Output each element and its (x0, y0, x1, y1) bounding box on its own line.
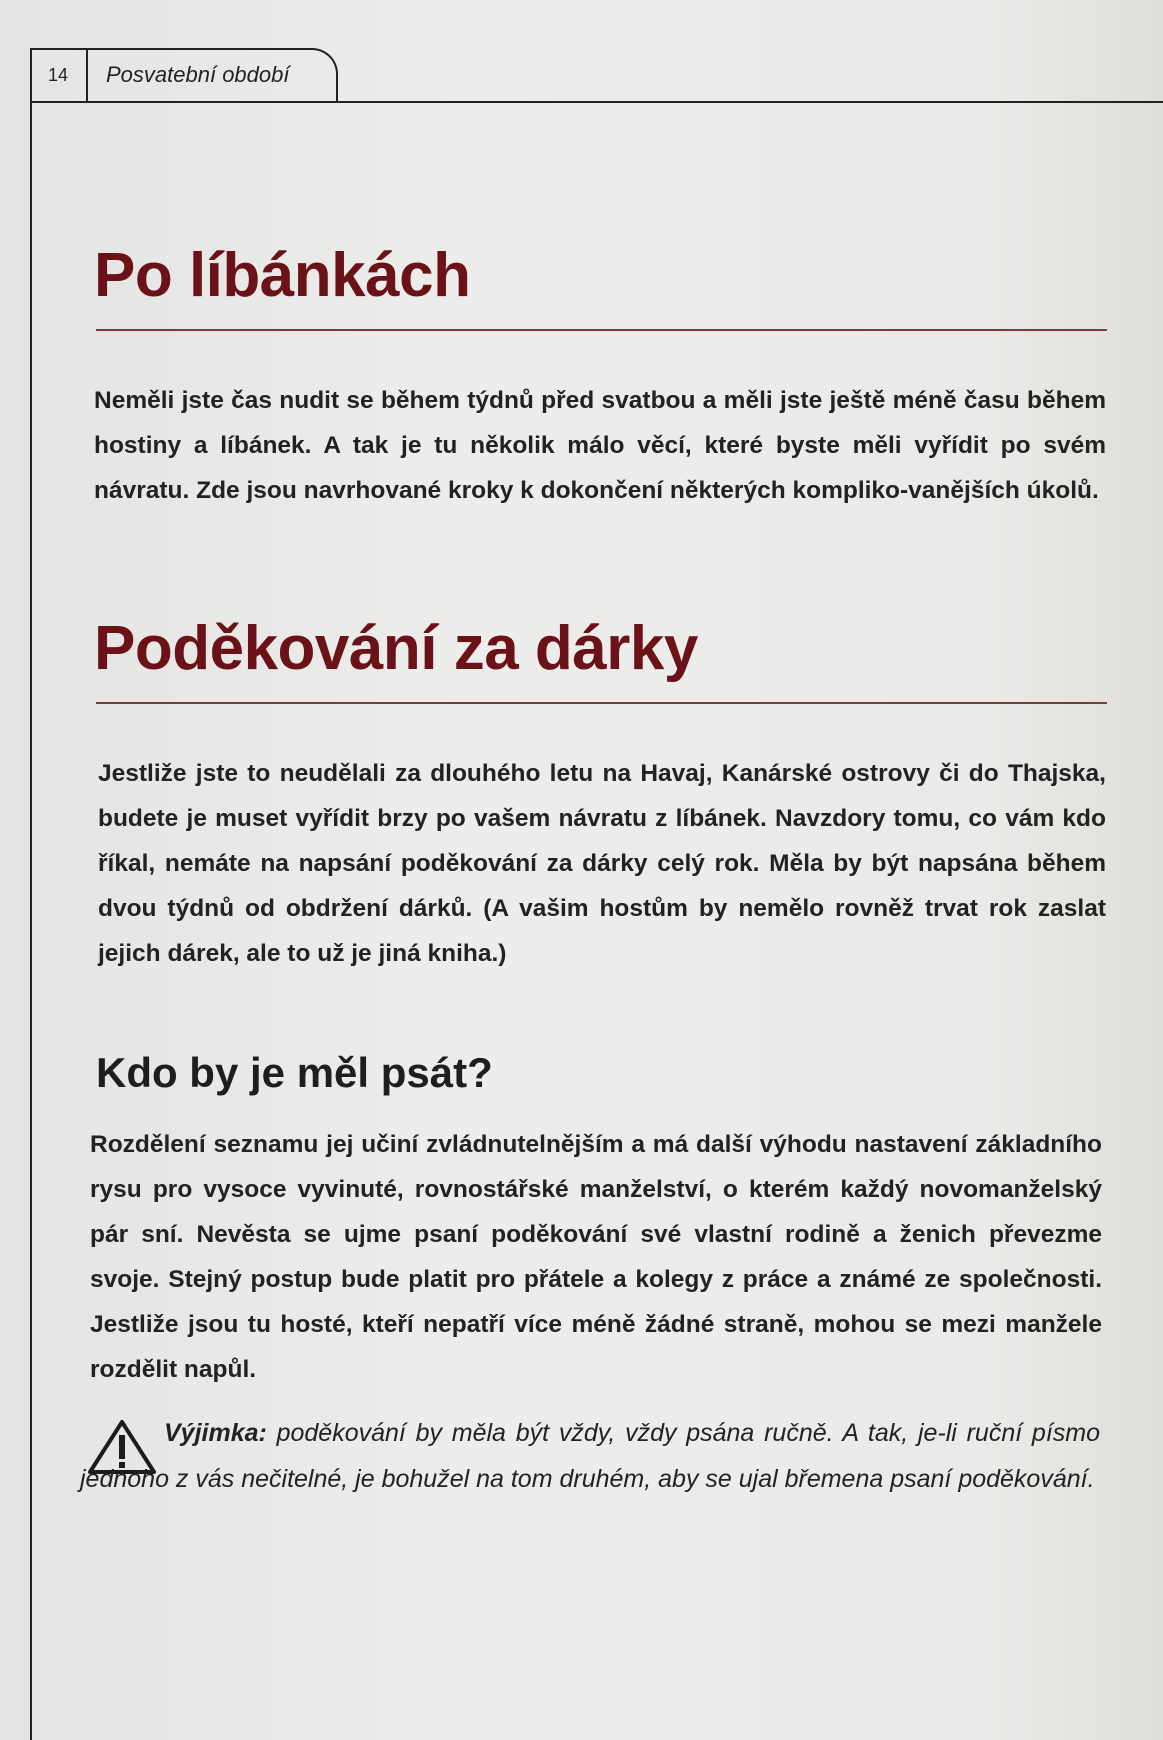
header-rule (30, 101, 1163, 103)
subsection-title-kdo: Kdo by je měl psát? (96, 1049, 493, 1096)
exception-label: Výjimka: (164, 1419, 267, 1447)
left-margin-rule (30, 101, 32, 1740)
gifts-paragraph: Jestliže jste to neudělali za dlouhého letu na Havaj, Kanárské ostrovy či do Thajska, budete je muset vyřídit brzy po vašem návratu z líbánek. Navzdory tomu, co vám kdo říkal, nemáte na napsání poděkování za dárky celý rok. Měla by být napsána během dvou týdnů od obdržení dárků. (A vašim hostům by nemělo rovněž trvat rok zaslat jejich dárek, ale to už je jiná kniha.) (98, 760, 1106, 967)
section-title-rule (96, 329, 1107, 331)
intro-paragraph: Neměli jste čas nudit se během týdnů před svatbou a měli jste ještě méně času během hostiny a líbánek. A tak je tu několik málo věcí, které byste měli vyřídit po svém návratu. Zde jsou navrhované kroky k dokončení některých kompliko-vanějších úkolů. (94, 387, 1106, 504)
section-title-po-libankach: Po líbánkách (94, 241, 471, 310)
exception-note (80, 1410, 1100, 1502)
page-number: 14 (30, 48, 88, 102)
exception-text: poděkování by měla být vždy, vždy psána ručně. A tak, je-li ruční písmo jednoho z vás nečitelné, je bohužel na tom druhém, aby se ujal břemena psaní poděkování. (80, 1419, 1100, 1493)
section-title-rule (96, 702, 1107, 704)
section-title-podekovani: Poděkování za dárky (94, 614, 698, 683)
running-title: Posvatební období (106, 62, 290, 87)
who-writes-paragraph: Rozdělení seznamu jej učiní zvládnutelnějším a má další výhodu nastavení základního rysu pro vysoce vyvinuté, rovnostářské manželství, o kterém každý novomanželský pár sní. Nevěsta se ujme psaní poděkování své vlastní rodině a ženich převezme svoje. Stejný postup bude platit pro přátele a kolegy z práce a známé ze společnosti. Jestliže jsou tu hosté, kteří nepatří více méně žádné straně, mohou se mezi manžele rozdělit napůl. (90, 1131, 1102, 1383)
